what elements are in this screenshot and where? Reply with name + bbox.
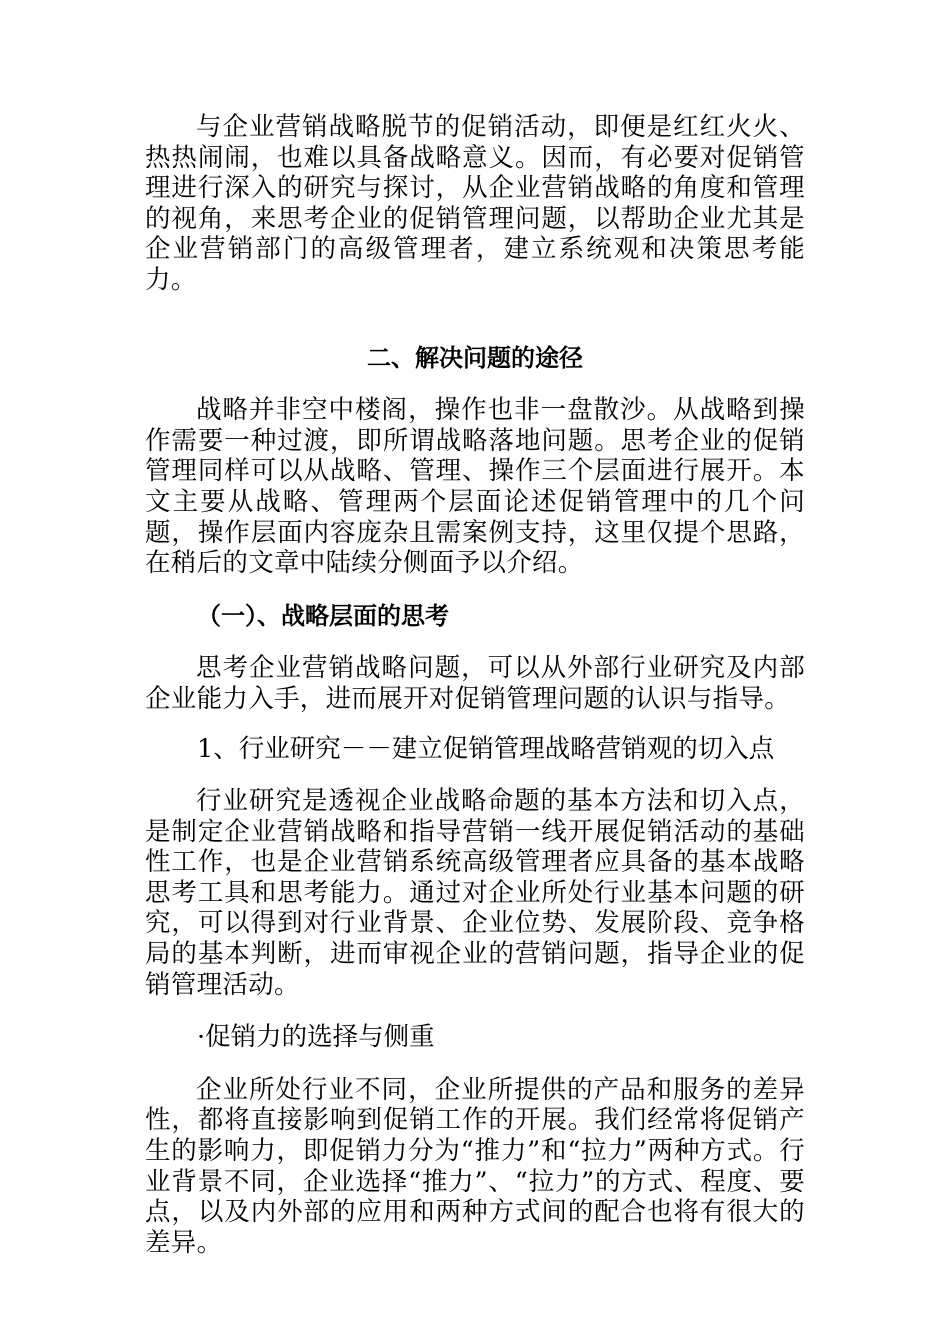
paragraph-approach: 战略并非空中楼阁，操作也非一盘散沙。从战略到操作需要一种过渡，即所谓战略落地问题。思考企业的促销管理同样可以从战略、管理、操作三个层面进行展开。本文主要从战略、管理两个层面论述促销管理中的几个问题，操作层面内容庞杂且需案例支持，这里仅提个思路，在稍后的文章中陆续分侧面予以介绍。 [145, 395, 805, 579]
spacer [145, 1053, 805, 1075]
spacer [145, 1000, 805, 1022]
subsection-heading: （一）、战略层面的思考 [197, 601, 449, 630]
spacer [145, 373, 805, 395]
bullet-heading: ·促销力的选择与侧重 [197, 1022, 435, 1053]
paragraph-industry-research: 行业研究是透视企业战略命题的基本方法和切入点，是制定企业营销战略和指导营销一线开展促销活动的基础性工作，也是企业营销系统高级管理者应具备的基本战略思考工具和思考能力。通过对企业所处行业基本问题的研究，可以得到对行业背景、企业位势、发展阶段、竞争格局的基本判断，进而审视企业的营销问题，指导企业的促销管理活动。 [145, 786, 805, 1000]
document-page [145, 112, 805, 1258]
spacer [145, 764, 805, 786]
paragraph-promotion-force: 企业所处行业不同，企业所提供的产品和服务的差异性，都将直接影响到促销工作的开展。我们经常将促销产生的影响力，即促销力分为“推力”和“拉力”两种方式。行业背景不同，企业选择“推力”、“拉力”的方式、程度、要点，以及内外部的应用和两种方式间的配合也将有很大的差异。 [145, 1074, 805, 1258]
spacer [145, 715, 805, 734]
item-heading: 1、行业研究－－建立促销管理战略营销观的切入点 [197, 733, 775, 764]
spacer [145, 579, 805, 601]
spacer [145, 631, 805, 653]
spacer [145, 296, 805, 343]
paragraph-strategy: 思考企业营销战略问题，可以从外部行业研究及内部企业能力入手，进而展开对促销管理问题的认识与指导。 [145, 653, 805, 714]
section-heading: 二、解决问题的途径 [367, 343, 583, 372]
paragraph-intro: 与企业营销战略脱节的促销活动，即便是红红火火、热热闹闹，也难以具备战略意义。因而，有必要对促销管理进行深入的研究与探讨，从企业营销战略的角度和管理的视角，来思考企业的促销管理问题，以帮助企业尤其是企业营销部门的高级管理者，建立系统观和决策思考能力。 [145, 112, 805, 295]
